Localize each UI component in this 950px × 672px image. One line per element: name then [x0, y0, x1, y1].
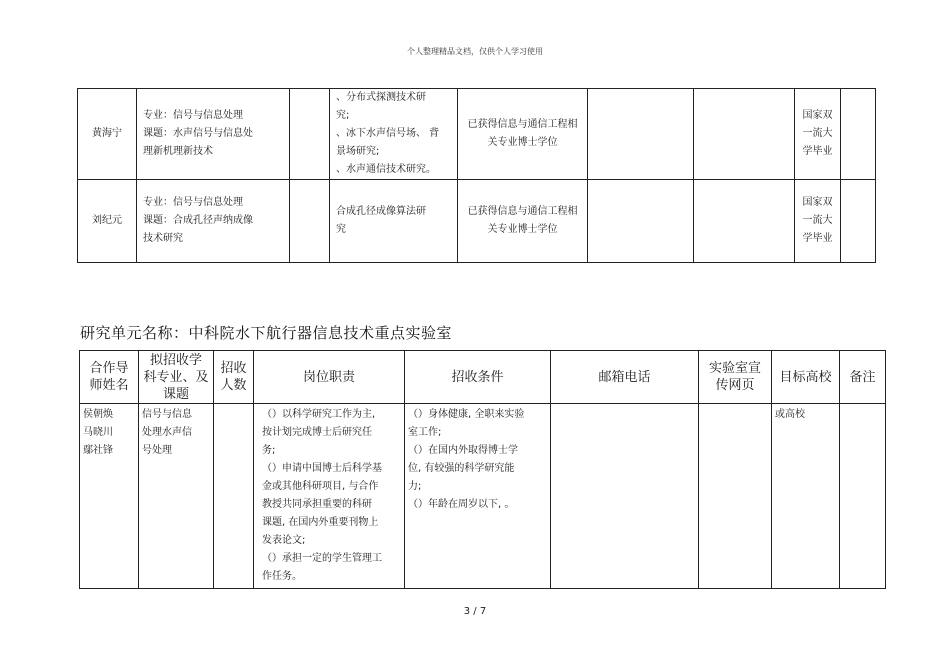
conditions-cell [405, 404, 551, 589]
header-line: 课题 [162, 386, 189, 402]
conditions-line: 室工作; [408, 427, 442, 438]
duties-line: 务; [262, 445, 276, 456]
duties-line: 金或其他科研项目, 与合作 [262, 481, 379, 492]
major-cell [137, 180, 290, 263]
conditions-cell [458, 89, 588, 180]
duties-line: （）申请中国博士后科学基 [262, 463, 382, 474]
advisor-name: 黄海宁 [78, 89, 137, 180]
major-line: 技术研究 [143, 233, 183, 244]
contact-cell [588, 89, 694, 180]
school-line: 学毕业 [802, 146, 833, 157]
header-webpage [699, 351, 772, 404]
page-number: 3 / 7 [463, 606, 487, 617]
header-duties: 岗位职责 [254, 351, 405, 404]
duties-line: 作任务。 [262, 571, 302, 582]
duties-line: 、冰下水声信号场、 背 [336, 128, 440, 139]
duties-line: 教授共同承担重要的科研 [262, 499, 372, 510]
major-line: 专业：信号与信息处理 [143, 197, 243, 208]
conditions-cell [458, 180, 588, 263]
duties-line: 发表论文; [262, 535, 306, 546]
header-line: 人数 [220, 378, 247, 393]
header-line: 合作导 [89, 361, 129, 376]
conditions-line: 关专业博士学位 [487, 137, 558, 148]
major-line: 处理水声信 [142, 427, 192, 438]
duties-line: 究 [336, 224, 346, 235]
notes-cell [841, 180, 876, 263]
duties-line: 、水声通信技术研究。 [336, 164, 436, 175]
major-cell [139, 404, 214, 589]
advisor-name: 马晓川 [83, 427, 113, 438]
table-row [80, 404, 886, 589]
header-line: 传网页 [715, 378, 755, 393]
conditions-line: 位, 有较强的科学研究能 [408, 463, 515, 474]
school-line: 学毕业 [802, 233, 833, 244]
target-school-cell [795, 180, 841, 263]
header-major [139, 351, 214, 404]
advisor-name: 侯朝焕 [83, 409, 113, 420]
advisor-name: 刘纪元 [78, 180, 137, 263]
advisor-name: 鄢社锋 [83, 445, 113, 456]
conditions-line: 关专业博士学位 [487, 224, 558, 235]
school-line: 国家双 [802, 110, 833, 121]
major-cell [137, 89, 290, 180]
header-advisor [80, 351, 139, 404]
target-school-cell [795, 89, 841, 180]
contact-cell [551, 404, 699, 589]
header-count [214, 351, 254, 404]
duties-line: （）以科学研究工作为主, [262, 409, 376, 420]
count-cell [290, 180, 330, 263]
header-target-school: 目标高校 [772, 351, 840, 404]
count-cell [214, 404, 254, 589]
header-notes: 备注 [840, 351, 886, 404]
major-line: 信号与信息 [142, 409, 192, 420]
section-title: 研究单元名称：中科院水下航行器信息技术重点实验室 [80, 324, 453, 342]
count-cell [290, 89, 330, 180]
header-line: 招收 [220, 361, 247, 376]
target-school-cell: 或高校 [772, 404, 840, 589]
advisor-names-cell [80, 404, 139, 589]
webpage-cell [699, 404, 772, 589]
major-line: 理新机理新技术 [143, 146, 213, 157]
header-line: 科专业、及 [143, 369, 209, 385]
duties-line: 课题, 在国内外重要刊物上 [262, 517, 379, 528]
header-contact: 邮箱电话 [551, 351, 699, 404]
header-line: 拟招收学 [149, 352, 202, 368]
duties-line: 按计划完成博士后研究任 [262, 427, 372, 438]
conditions-line: （）身体健康, 全职来实验 [408, 409, 525, 420]
table-header-row [80, 351, 886, 404]
header-line: 师姓名 [89, 378, 129, 393]
table-row [78, 180, 876, 263]
table-row [78, 89, 876, 180]
page-header-note: 个人整理精品文档，仅供个人学习使用 [407, 47, 543, 56]
recruitment-table [79, 350, 886, 589]
conditions-line: （）在国内外取得博士学 [408, 445, 518, 456]
school-line: 一流大 [802, 215, 833, 226]
school-line: 国家双 [802, 197, 833, 208]
duties-line: 、分布式探测技术研 [336, 92, 426, 103]
conditions-line: 力; [408, 481, 422, 492]
major-line: 课题：合成孔径声纳成像 [143, 215, 253, 226]
conditions-line: 已获得信息与通信工程相 [467, 206, 578, 217]
contact-cell [588, 180, 694, 263]
notes-cell [841, 89, 876, 180]
header-conditions: 招收条件 [405, 351, 551, 404]
conditions-line: （）年龄在周岁以下, 。 [408, 499, 515, 510]
duties-cell [330, 180, 458, 263]
major-line: 课题：水声信号与信息处 [143, 128, 253, 139]
duties-line: 景场研究; [336, 146, 380, 157]
webpage-cell [694, 89, 795, 180]
duties-line: 合成孔径成像算法研 [336, 206, 426, 217]
notes-cell [840, 404, 886, 589]
webpage-cell [694, 180, 795, 263]
duties-cell [330, 89, 458, 180]
duties-cell [254, 404, 405, 589]
conditions-line: 已获得信息与通信工程相 [467, 119, 578, 130]
header-line: 实验室宣 [708, 361, 761, 376]
table-continuation [77, 88, 876, 263]
duties-line: （）承担一定的学生管理工 [262, 553, 382, 564]
school-line: 一流大 [802, 128, 833, 139]
major-line: 专业：信号与信息处理 [143, 110, 243, 121]
major-line: 号处理 [142, 445, 172, 456]
duties-line: 究; [336, 110, 350, 121]
